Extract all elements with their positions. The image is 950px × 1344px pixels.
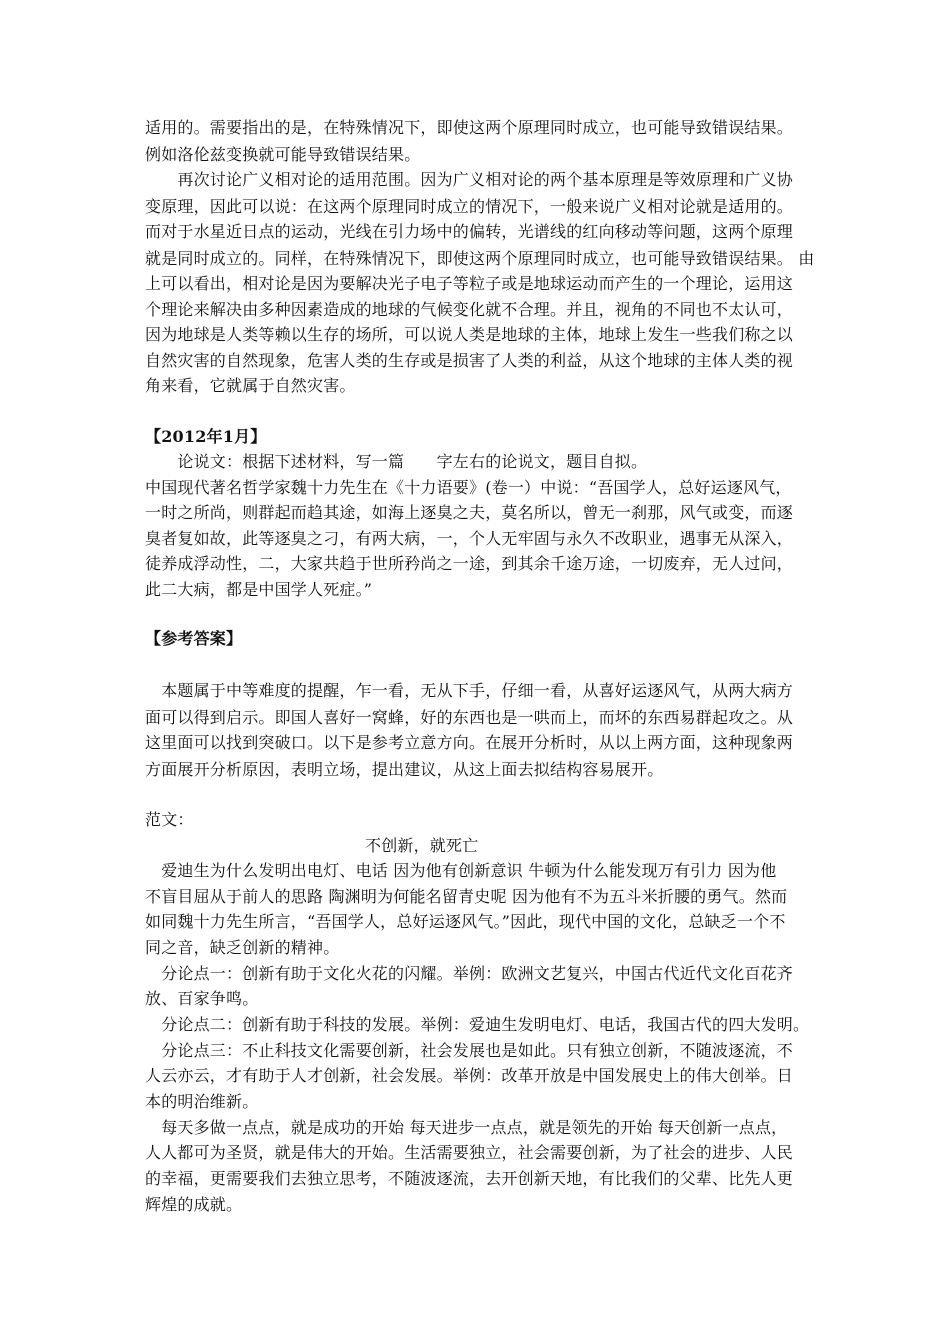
- paragraph-line: 自然灾害的自然现象，危害人类的生存或是损害了人类的利益，从这个地球的主体人类的视: [145, 351, 794, 370]
- paragraph-line: 面可以得到启示。即国人喜好一窝蜂，好的东西也是一哄而上，而坏的东西易群起攻之。从: [145, 708, 794, 727]
- paragraph-line: 每天多做一点点，就是成功的开始 每天进步一点点，就是领先的开始 每天创新一点点，: [145, 1118, 788, 1137]
- paragraph-line: 如同魏十力先生所言，“吾国学人，总好运逐风气。”因此，现代中国的文化，总缺乏一个不: [145, 912, 786, 931]
- paragraph-line: 爱迪生为什么发明出电灯、电话 因为他有创新意识 牛顿为什么能发现万有引力 因为他: [145, 861, 777, 880]
- paragraph-line: 辉煌的成就。: [145, 1195, 243, 1214]
- paragraph-line: 本题属于中等难度的提醒，乍一看，无从下手，仔细一看，从喜好运逐风气，从两大病方: [145, 681, 794, 700]
- essay-title: 不创新，就死亡: [365, 836, 479, 855]
- section-heading: 【参考答案】: [145, 629, 243, 648]
- paragraph-line: 论说文：根据下述材料，写一篇 字左右的论说文，题目自拟。: [145, 452, 648, 471]
- paragraph-line: 的幸福，更需要我们去独立思考，不随波逐流，去开创新天地，有比我们的父辈、比先人更: [145, 1169, 794, 1188]
- paragraph-line: 适用的。需要指出的是，在特殊情况下，即使这两个原理同时成立，也可能导致错误结果。: [145, 118, 794, 137]
- paragraph-line: 一时之所尚，则群起而趋其途，如海上逐臭之夫，莫名所以，曾无一刹那，风气或变，而逐: [145, 503, 794, 522]
- paragraph-line: 分论点三：不止科技文化需要创新，社会发展也是如此。只有独立创新，不随波逐流，不: [145, 1041, 794, 1060]
- paragraph-line: 角来看，它就属于自然灾害。: [145, 376, 356, 395]
- paragraph-line: 徒养成浮动性，二，大家共趋于世所矜尚之一途，到其余千途万途，一切废弃，无人过问，: [145, 554, 794, 573]
- paragraph-line: 这里面可以找到突破口。以下是参考立意方向。在展开分析时，从以上两方面，这种现象两: [145, 733, 794, 752]
- paragraph-line: 上可以看出，相对论是因为要解决光子电子等粒子或是地球运动而产生的一个理论，运用这: [145, 274, 794, 293]
- paragraph-line: 人云亦云，才有助于人才创新，社会发展。举例：改革开放是中国发展史上的伟大创举。日: [145, 1066, 794, 1085]
- paragraph-line: 个理论来解决由多种因素造成的地球的气候变化就不合理。并且，视角的不同也不太认可，: [145, 300, 794, 319]
- paragraph-line: 变原理，因此可以说：在这两个原理同时成立的情况下，一般来说广义相对论就是适用的。: [145, 197, 794, 216]
- paragraph-line: 而对于水星近日点的运动，光线在引力场中的偏转，光谱线的红向移动等问题，这两个原理: [145, 222, 794, 241]
- paragraph-line: 本的明治维新。: [145, 1092, 259, 1111]
- paragraph-line: 不盲目屈从于前人的思路 陶渊明为何能名留青史呢 因为他有不为五斗米折腰的勇气。然而: [145, 887, 788, 906]
- paragraph-line: 同之音，缺乏创新的精神。: [145, 938, 340, 957]
- paragraph-line: 分论点一：创新有助于文化火花的闪耀。举例：欧洲文艺复兴，中国古代近代文化百花齐: [145, 964, 794, 983]
- paragraph-line: 放、百家争鸣。: [145, 989, 259, 1008]
- paragraph-line: 分论点二：创新有助于科技的发展。举例：爱迪生发明电灯、电话，我国古代的四大发明。: [145, 1015, 810, 1034]
- paragraph-line: 此二大病，都是中国学人死症。”: [145, 580, 373, 599]
- paragraph-line: 就是同时成立的。同样，在特殊情况下，即使这两个原理同时成立，也可能导致错误结果。 由: [145, 249, 815, 268]
- paragraph-line: 臭者复如故，此等逐臭之刁，有两大病，一，个人无牢固与永久不改职业，遇事无从深入，: [145, 529, 794, 548]
- paragraph-line: 再次讨论广义相对论的适用范围。因为广义相对论的两个基本原理是等效原理和广义协: [145, 170, 794, 189]
- paragraph-line: 例如洛伦兹变换就可能导致错误结果。: [145, 145, 421, 164]
- paragraph-line: 因为地球是人类等赖以生存的场所，可以说人类是地球的主体，地球上发生一些我们称之以: [145, 325, 794, 344]
- paragraph-line: 人人都可为圣贤，就是伟大的开始。生活需要独立，社会需要创新，为了社会的进步、人民: [145, 1143, 794, 1162]
- paragraph-line: 方面展开分析原因，表明立场，提出建议，从这上面去拟结构容易展开。: [145, 760, 664, 779]
- section-heading: 【2012年1月】: [145, 427, 267, 446]
- sample-label: 范文：: [145, 810, 194, 829]
- paragraph-line: 中国现代著名哲学家魏十力先生在《十力语要》(卷一）中说：“吾国学人，总好运逐风气，: [145, 478, 792, 497]
